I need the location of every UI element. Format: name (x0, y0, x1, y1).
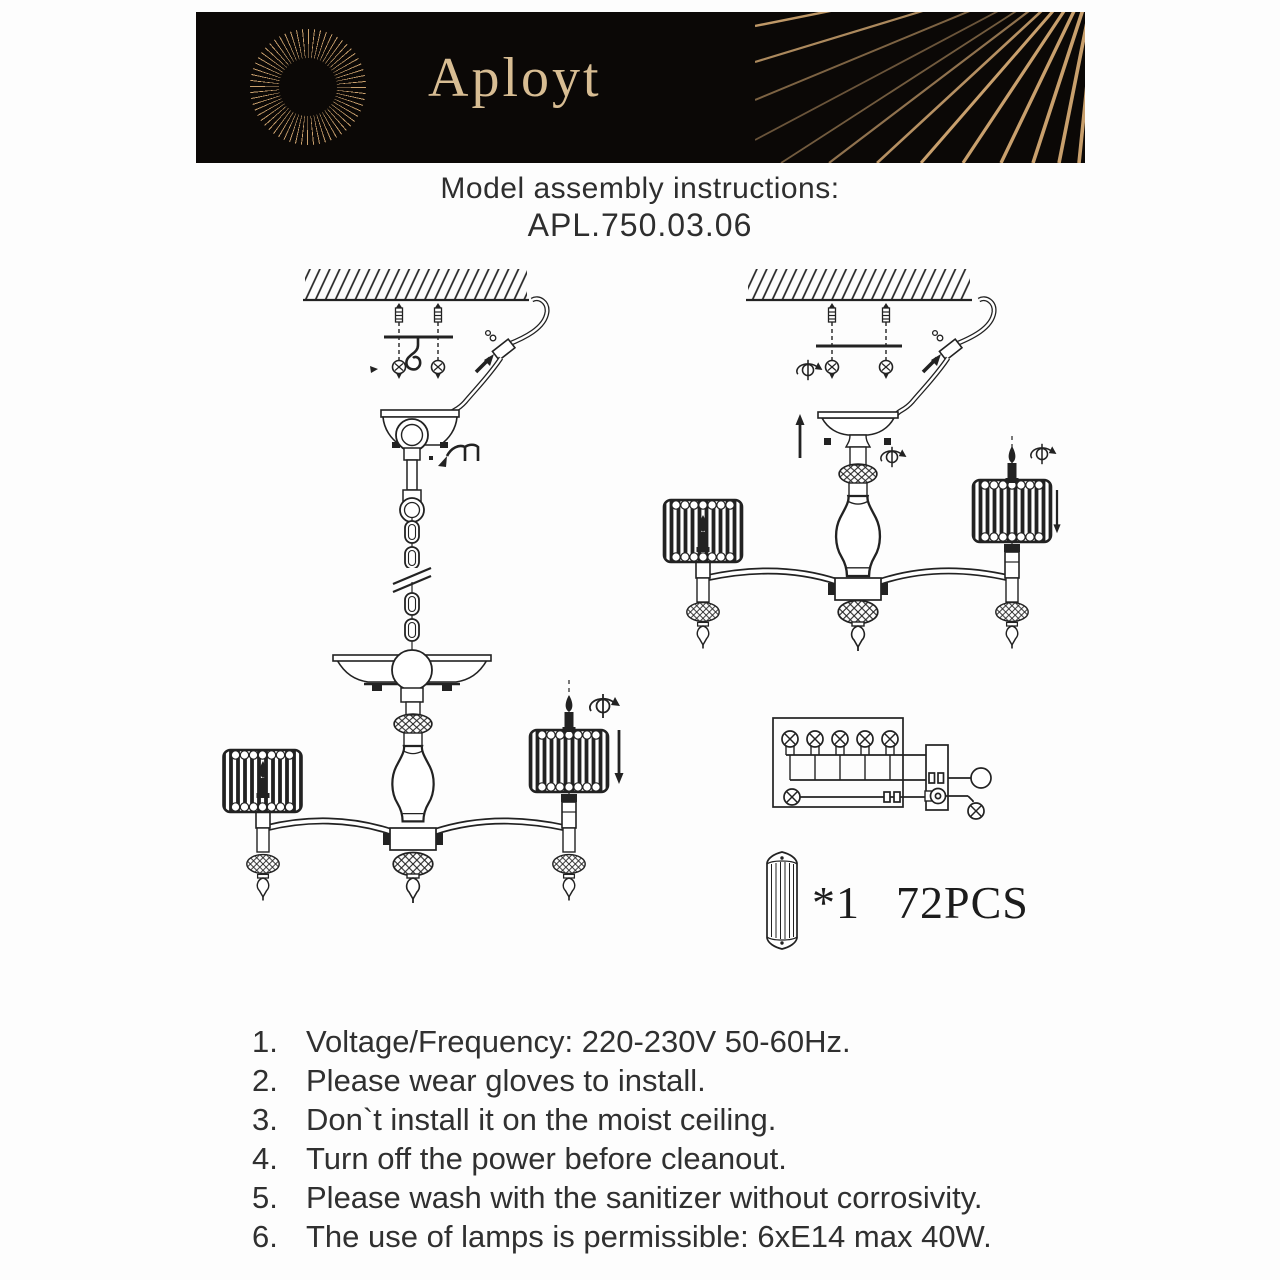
instruction-item (252, 1217, 1082, 1256)
instruction-text: Please wash with the sanitizer without corrosivity. (306, 1180, 983, 1215)
rotate-symbol (797, 360, 823, 380)
instruction-text: The use of lamps is permissible: 6xE14 max 40W. (306, 1219, 992, 1254)
instruction-number: 5. (252, 1180, 278, 1215)
rotate-symbol (881, 447, 907, 467)
page-title: Model assembly instructions: (440, 172, 840, 205)
instruction-number: 6. (252, 1219, 278, 1254)
chandelier-body (224, 650, 624, 903)
brand-name: Aployt (428, 47, 602, 109)
instruction-number: 2. (252, 1063, 278, 1098)
assembly-diagrams (0, 250, 1280, 1010)
corner-rays-icon (755, 12, 1085, 163)
instruction-text: Voltage/Frequency: 220-230V 50-60Hz. (306, 1024, 851, 1059)
crystal-count-label (812, 876, 1029, 929)
wiring-diagram (773, 718, 991, 819)
ceiling-hatch (746, 269, 972, 300)
slide-down-arrow (615, 730, 624, 784)
ceiling-hatch (303, 269, 529, 300)
canopy (381, 410, 459, 522)
instruction-number: 3. (252, 1102, 278, 1137)
power-wire (449, 299, 547, 415)
slide-down-arrow (1053, 490, 1060, 533)
diagram-hanging-mount (224, 269, 624, 903)
instruction-text: Please wear gloves to install. (306, 1063, 706, 1098)
power-wire (896, 299, 994, 415)
instruction-item (252, 1100, 1082, 1139)
crystal-pieces: 72PCS (896, 877, 1029, 928)
hook-clip-annotation (429, 445, 478, 467)
brand-banner (196, 12, 1085, 163)
rotate-symbol (590, 694, 620, 718)
instructions-list (252, 1022, 1082, 1256)
diagram-ceiling-mount (664, 269, 1061, 651)
instruction-number: 1. (252, 1024, 278, 1059)
rotate-symbol (1031, 444, 1057, 464)
crystal-multiplier: *1 (812, 877, 860, 928)
instruction-text: Turn off the power before cleanout. (306, 1141, 787, 1176)
ceiling-hook-icon (406, 338, 420, 369)
instruction-item (252, 1022, 1082, 1061)
instruction-item (252, 1178, 1082, 1217)
chain (393, 518, 431, 656)
instruction-number: 4. (252, 1141, 278, 1176)
switch-node (971, 768, 991, 788)
mounting-screws (370, 303, 453, 379)
instruction-text: Don`t install it on the moist ceiling. (306, 1102, 777, 1137)
instruction-item (252, 1061, 1082, 1100)
model-number: APL.750.03.06 (527, 207, 753, 243)
sunburst-logo-icon (250, 29, 366, 145)
mounting-screws (797, 303, 902, 380)
instruction-item (252, 1139, 1082, 1178)
crystal-part (767, 852, 797, 949)
chandelier-body (664, 412, 1061, 651)
